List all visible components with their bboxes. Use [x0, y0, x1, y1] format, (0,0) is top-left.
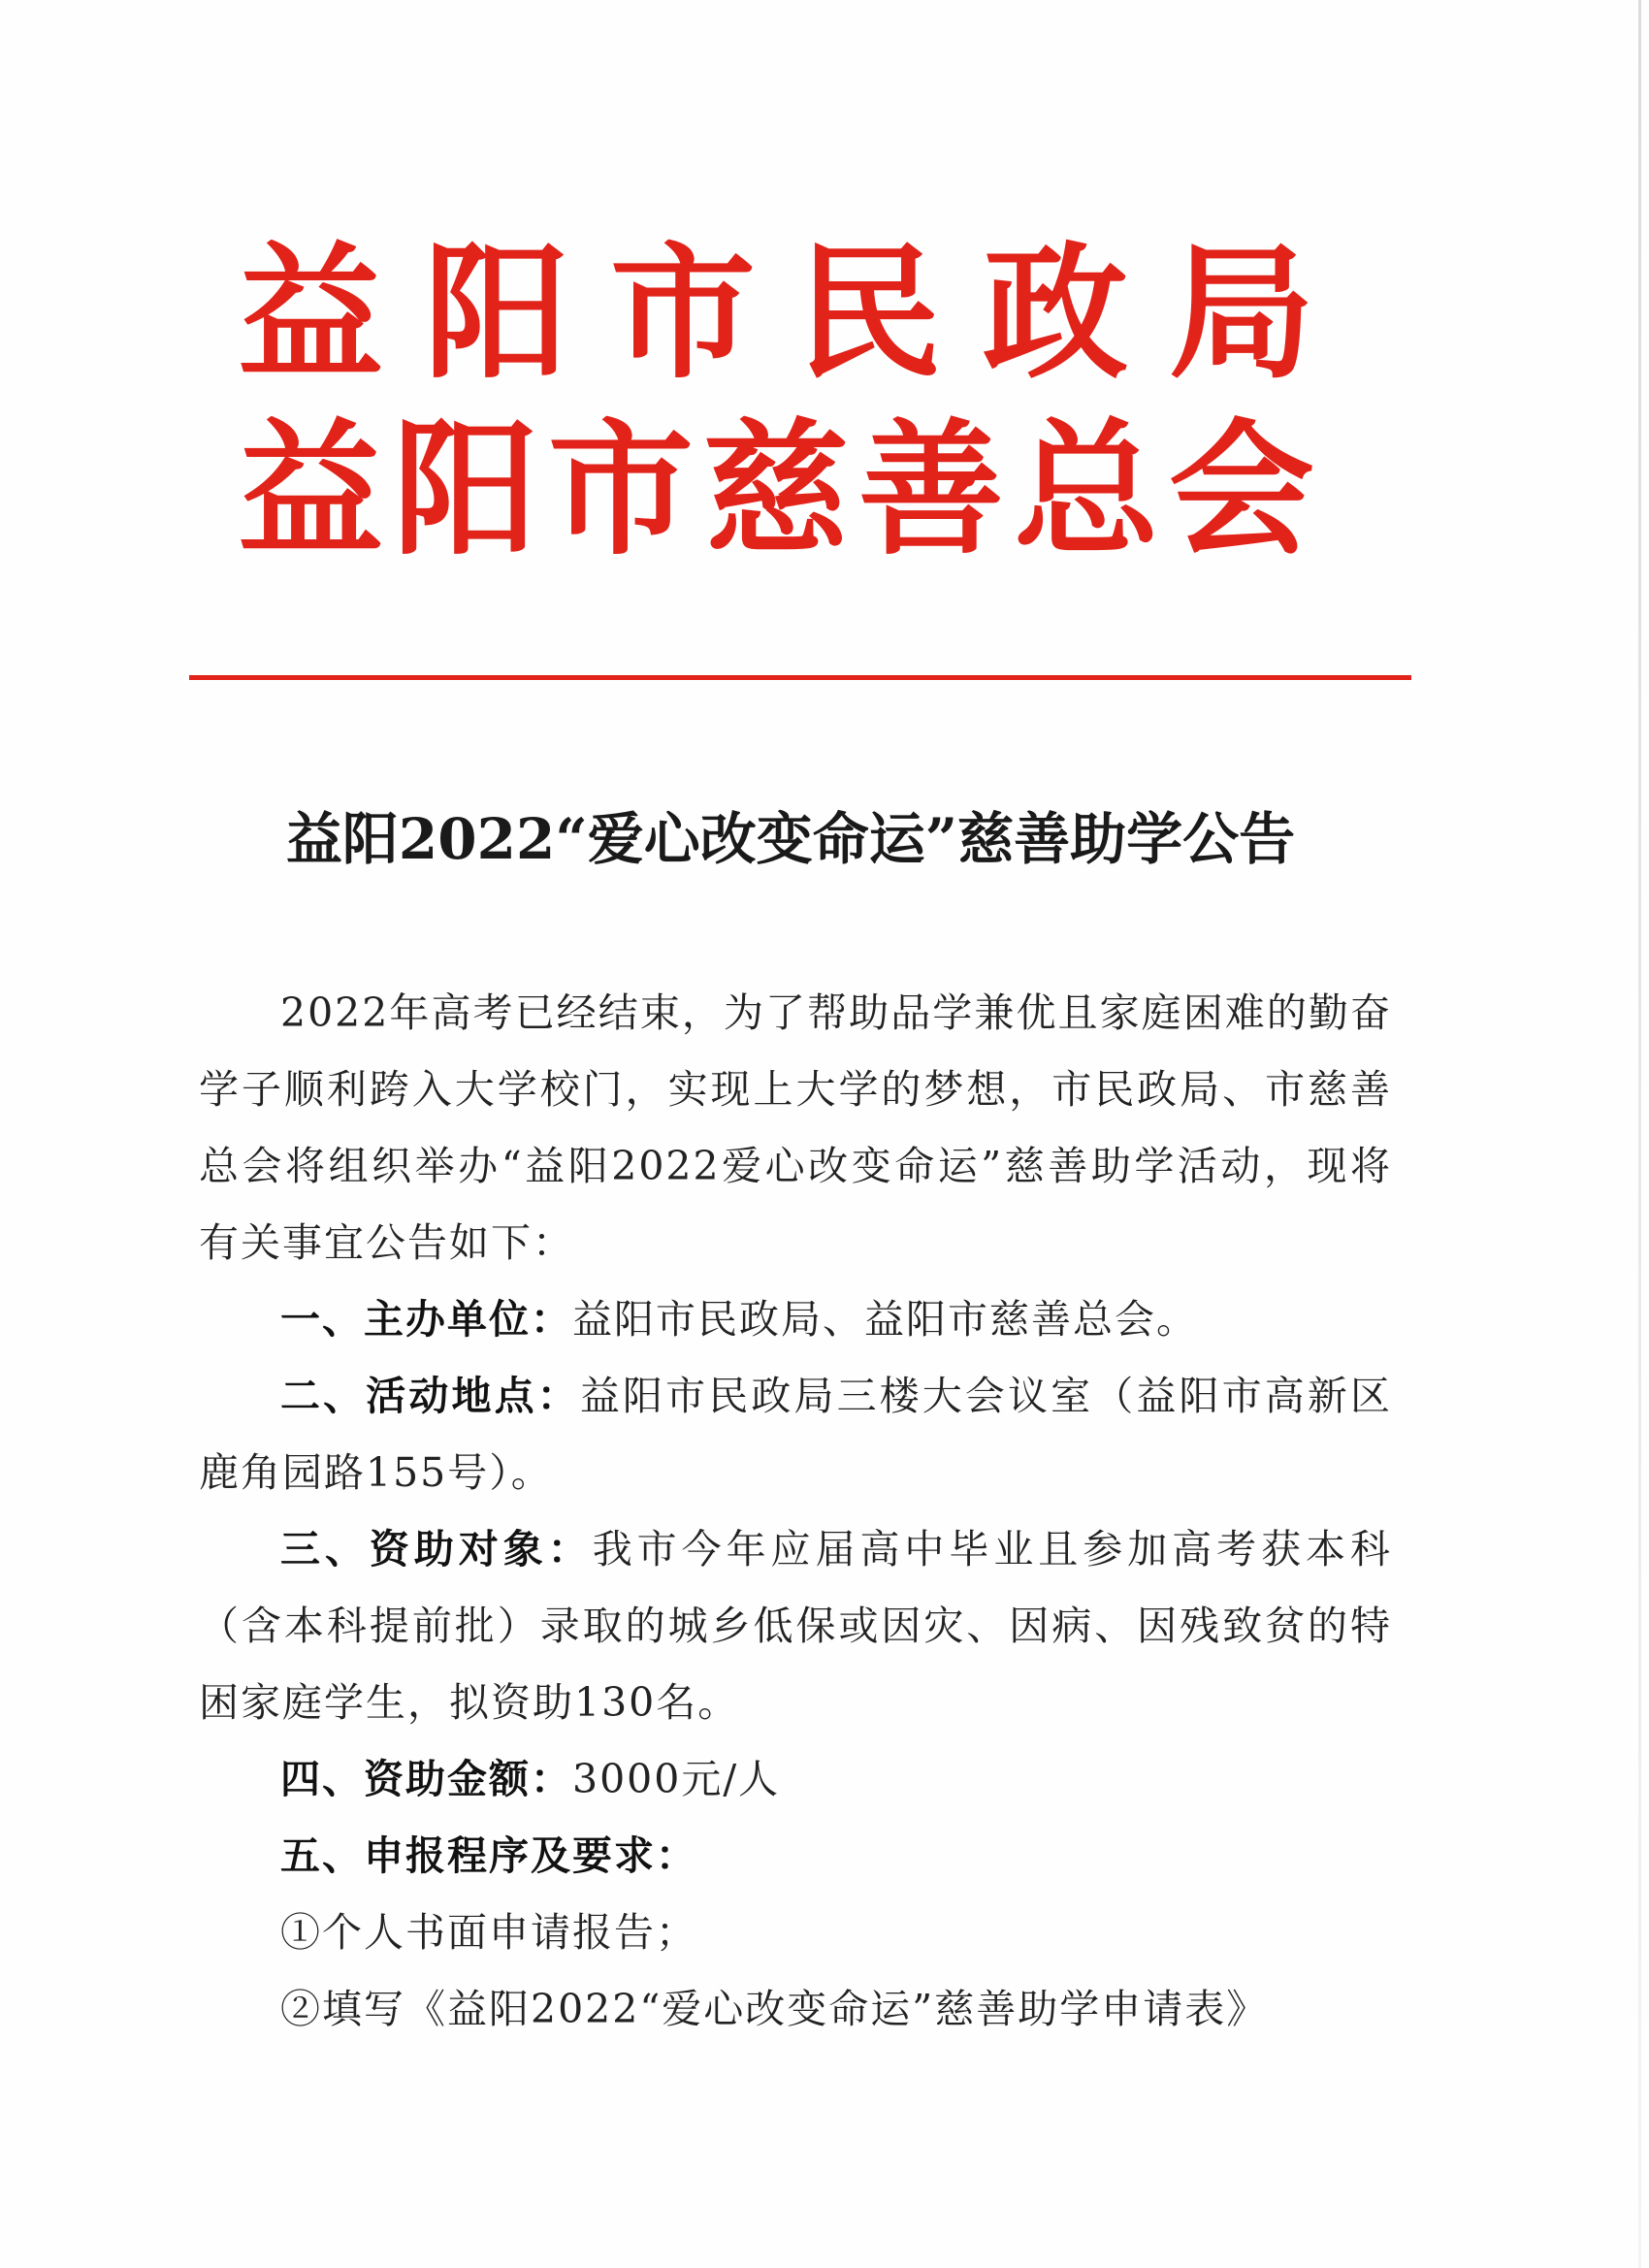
header-char: 会 — [1168, 405, 1314, 575]
section-procedure — [199, 1818, 1392, 1895]
scan-edge — [1638, 0, 1641, 2268]
org-name-charity-federation — [238, 405, 1314, 575]
header-char: 市 — [547, 405, 694, 575]
document-title: 益阳2022“爱心改变命运”慈善助学公告 — [285, 806, 1296, 872]
section-venue — [199, 1358, 1392, 1511]
header-char: 善 — [857, 405, 1004, 575]
section-lead: 一、主办单位： — [280, 1296, 572, 1343]
header-char: 益 — [238, 228, 384, 399]
section-amount — [199, 1741, 1392, 1818]
section-lead: 五、申报程序及要求： — [280, 1832, 697, 1879]
header-char: 政 — [982, 228, 1128, 399]
header-char: 市 — [609, 228, 756, 399]
section-lead: 四、资助金额： — [280, 1756, 572, 1802]
section-text: 益阳市民政局三楼大会议室（益阳市高新区鹿角园路155号）。 — [199, 1373, 1393, 1496]
red-divider — [189, 675, 1411, 680]
header-char: 局 — [1168, 228, 1314, 399]
section-lead: 二、活动地点： — [280, 1373, 580, 1419]
procedure-item: ②填写《益阳2022“爱心改变命运”慈善助学申请表》 — [280, 1986, 1269, 2032]
section-recipients — [199, 1511, 1392, 1741]
section-text: 我市今年应届高中毕业且参加高考获本科（含本科提前批）录取的城乡低保或因灾、因病、因残致贫的特困家庭学生，拟资助130名。 — [199, 1526, 1393, 1726]
header-char: 阳 — [423, 228, 569, 399]
header-char: 总 — [1013, 405, 1159, 575]
header-char: 阳 — [392, 405, 538, 575]
document-body — [199, 975, 1392, 2048]
intro-paragraph: 2022年高考已经结束，为了帮助品学兼优且家庭困难的勤奋学子顺利跨入大学校门，实现上大学的梦想，市民政局、市慈善总会将组织举办“益阳2022爱心改变命运”慈善助学活动，现将有关事宜公告如下： — [199, 989, 1392, 1266]
org-name-civil-affairs — [238, 228, 1314, 399]
procedure-item: ①个人书面申请报告； — [280, 1909, 697, 1956]
header-char: 民 — [795, 228, 942, 399]
header-char: 益 — [238, 405, 384, 575]
section-text: 3000元/人 — [572, 1756, 781, 1802]
section-organizer — [199, 1281, 1392, 1358]
section-lead: 三、资助对象： — [280, 1526, 593, 1572]
section-text: 益阳市民政局、益阳市慈善总会。 — [572, 1296, 1198, 1343]
header-char: 慈 — [702, 405, 849, 575]
